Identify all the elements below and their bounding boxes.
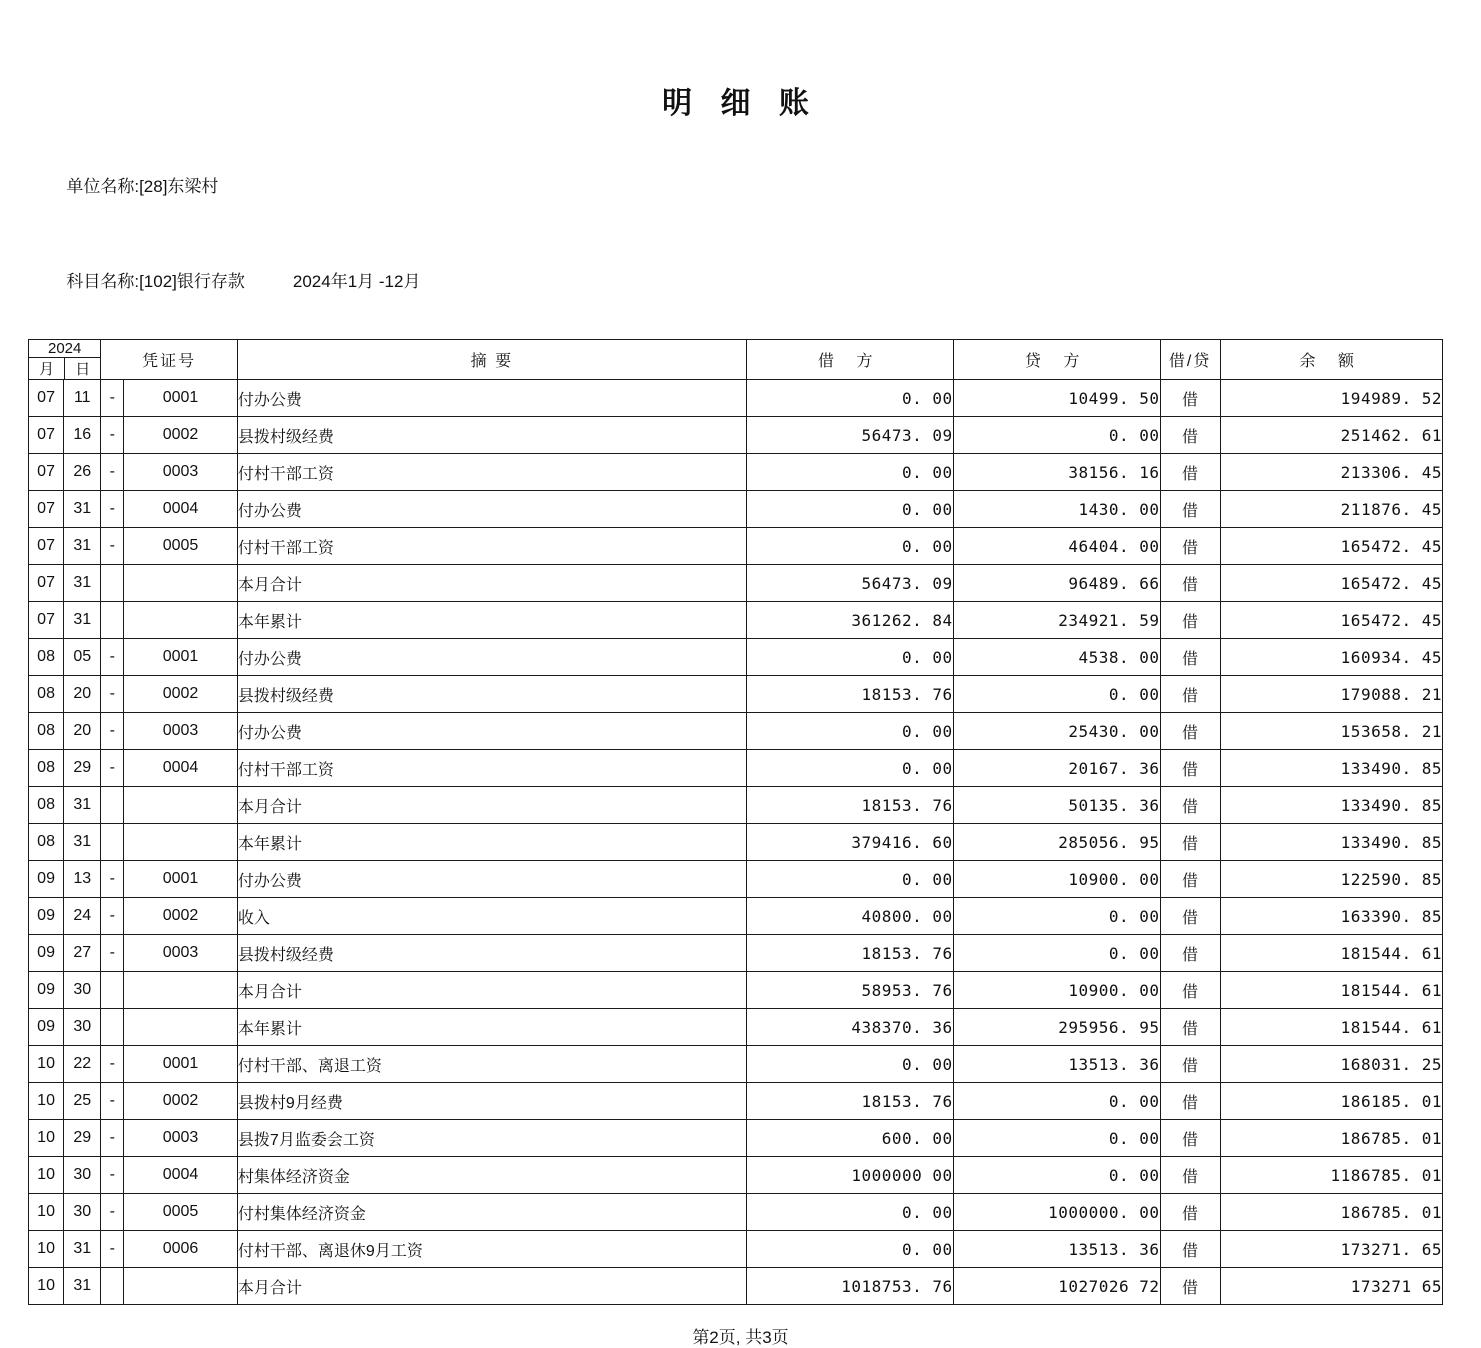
cell-day: 31 bbox=[64, 1231, 101, 1268]
cell-debit: 0. 00 bbox=[746, 1194, 953, 1231]
cell-description: 本月合计 bbox=[237, 565, 746, 602]
cell-debit: 0. 00 bbox=[746, 713, 953, 750]
cell-voucher-no: 0001 bbox=[124, 380, 238, 417]
cell-dc-flag: 借 bbox=[1160, 1231, 1220, 1268]
cell-description: 付村干部工资 bbox=[237, 750, 746, 787]
cell-dash bbox=[101, 1268, 124, 1305]
cell-debit: 438370. 36 bbox=[746, 1009, 953, 1046]
cell-credit: 10900. 00 bbox=[953, 861, 1160, 898]
cell-dash: - bbox=[101, 491, 124, 528]
cell-voucher-no: 0002 bbox=[124, 417, 238, 454]
cell-dash: - bbox=[101, 639, 124, 676]
cell-month: 07 bbox=[29, 602, 64, 639]
cell-debit: 58953. 76 bbox=[746, 972, 953, 1009]
cell-debit: 0. 00 bbox=[746, 1231, 953, 1268]
cell-credit: 234921. 59 bbox=[953, 602, 1160, 639]
table-row bbox=[29, 1157, 1443, 1194]
cell-day: 22 bbox=[64, 1046, 101, 1083]
cell-dc-flag: 借 bbox=[1160, 972, 1220, 1009]
cell-credit: 1430. 00 bbox=[953, 491, 1160, 528]
cell-description: 县拨村级经费 bbox=[237, 417, 746, 454]
cell-dash bbox=[101, 824, 124, 861]
cell-dc-flag: 借 bbox=[1160, 1194, 1220, 1231]
cell-description: 本年累计 bbox=[237, 1009, 746, 1046]
cell-dc-flag: 借 bbox=[1160, 1157, 1220, 1194]
cell-day: 26 bbox=[64, 454, 101, 491]
table-row bbox=[29, 750, 1443, 787]
cell-description: 付村集体经济资金 bbox=[237, 1194, 746, 1231]
cell-dc-flag: 借 bbox=[1160, 750, 1220, 787]
unit-name-value: [28]东梁村 bbox=[139, 177, 219, 197]
cell-month: 08 bbox=[29, 787, 64, 824]
cell-description: 本月合计 bbox=[237, 787, 746, 824]
cell-credit: 0. 00 bbox=[953, 676, 1160, 713]
cell-voucher-no: 0003 bbox=[124, 1120, 238, 1157]
cell-debit: 0. 00 bbox=[746, 454, 953, 491]
cell-dc-flag: 借 bbox=[1160, 676, 1220, 713]
cell-voucher-no: 0003 bbox=[124, 935, 238, 972]
table-row bbox=[29, 1194, 1443, 1231]
cell-debit: 1000000 00 bbox=[746, 1157, 953, 1194]
cell-debit: 0. 00 bbox=[746, 491, 953, 528]
cell-debit: 40800. 00 bbox=[746, 898, 953, 935]
cell-dash bbox=[101, 602, 124, 639]
cell-credit: 13513. 36 bbox=[953, 1046, 1160, 1083]
cell-dc-flag: 借 bbox=[1160, 1046, 1220, 1083]
cell-day: 30 bbox=[64, 1157, 101, 1194]
cell-dash bbox=[101, 972, 124, 1009]
cell-day: 29 bbox=[64, 1120, 101, 1157]
cell-voucher-no: 0004 bbox=[124, 750, 238, 787]
cell-credit: 10499. 50 bbox=[953, 380, 1160, 417]
cell-dash: - bbox=[101, 380, 124, 417]
cell-voucher-no bbox=[124, 787, 238, 824]
table-row bbox=[29, 787, 1443, 824]
cell-dc-flag: 借 bbox=[1160, 713, 1220, 750]
cell-credit: 285056. 95 bbox=[953, 824, 1160, 861]
cell-debit: 18153. 76 bbox=[746, 787, 953, 824]
header-balance: 余 额 bbox=[1220, 339, 1442, 380]
cell-month: 09 bbox=[29, 972, 64, 1009]
cell-month: 07 bbox=[29, 417, 64, 454]
cell-dash: - bbox=[101, 1231, 124, 1268]
cell-dash: - bbox=[101, 1083, 124, 1120]
document-meta bbox=[38, 140, 1481, 329]
cell-dash bbox=[101, 787, 124, 824]
cell-debit: 18153. 76 bbox=[746, 935, 953, 972]
table-row bbox=[29, 491, 1443, 528]
cell-day: 30 bbox=[64, 972, 101, 1009]
cell-balance: 181544. 61 bbox=[1220, 972, 1442, 1009]
table-row bbox=[29, 565, 1443, 602]
cell-month: 10 bbox=[29, 1268, 64, 1305]
cell-month: 09 bbox=[29, 935, 64, 972]
cell-month: 07 bbox=[29, 380, 64, 417]
cell-balance: 165472. 45 bbox=[1220, 565, 1442, 602]
cell-description: 付办公费 bbox=[237, 861, 746, 898]
cell-dc-flag: 借 bbox=[1160, 380, 1220, 417]
cell-voucher-no: 0004 bbox=[124, 1157, 238, 1194]
cell-voucher-no: 0003 bbox=[124, 454, 238, 491]
table-row bbox=[29, 713, 1443, 750]
cell-dash: - bbox=[101, 861, 124, 898]
cell-voucher-no: 0004 bbox=[124, 491, 238, 528]
cell-month: 08 bbox=[29, 824, 64, 861]
cell-credit: 0. 00 bbox=[953, 1083, 1160, 1120]
table-row bbox=[29, 1231, 1443, 1268]
cell-day: 31 bbox=[64, 824, 101, 861]
cell-credit: 1027026 72 bbox=[953, 1268, 1160, 1305]
cell-description: 本月合计 bbox=[237, 972, 746, 1009]
cell-description: 村集体经济资金 bbox=[237, 1157, 746, 1194]
cell-voucher-no: 0001 bbox=[124, 1046, 238, 1083]
unit-name-label: 单位名称: bbox=[66, 177, 140, 197]
cell-balance: 181544. 61 bbox=[1220, 935, 1442, 972]
cell-debit: 0. 00 bbox=[746, 750, 953, 787]
cell-dc-flag: 借 bbox=[1160, 824, 1220, 861]
cell-dash: - bbox=[101, 454, 124, 491]
cell-debit: 0. 00 bbox=[746, 380, 953, 417]
cell-credit: 25430. 00 bbox=[953, 713, 1160, 750]
cell-voucher-no bbox=[124, 824, 238, 861]
cell-voucher-no bbox=[124, 972, 238, 1009]
cell-credit: 46404. 00 bbox=[953, 528, 1160, 565]
cell-credit: 0. 00 bbox=[953, 417, 1160, 454]
cell-month: 09 bbox=[29, 861, 64, 898]
header-voucher-no: 凭证号 bbox=[101, 339, 238, 380]
header-day: 日 bbox=[75, 361, 91, 379]
cell-credit: 50135. 36 bbox=[953, 787, 1160, 824]
cell-dc-flag: 借 bbox=[1160, 528, 1220, 565]
cell-credit: 295956. 95 bbox=[953, 1009, 1160, 1046]
header-credit: 贷 方 bbox=[953, 339, 1160, 380]
cell-balance: 173271 65 bbox=[1220, 1268, 1442, 1305]
cell-voucher-no: 0002 bbox=[124, 1083, 238, 1120]
cell-month: 08 bbox=[29, 713, 64, 750]
cell-credit: 4538. 00 bbox=[953, 639, 1160, 676]
cell-dc-flag: 借 bbox=[1160, 1083, 1220, 1120]
cell-day: 31 bbox=[64, 602, 101, 639]
cell-balance: 133490. 85 bbox=[1220, 750, 1442, 787]
cell-dc-flag: 借 bbox=[1160, 491, 1220, 528]
cell-description: 本年累计 bbox=[237, 824, 746, 861]
cell-balance: 122590. 85 bbox=[1220, 861, 1442, 898]
cell-balance: 165472. 45 bbox=[1220, 528, 1442, 565]
cell-dash: - bbox=[101, 1046, 124, 1083]
cell-dash: - bbox=[101, 713, 124, 750]
cell-balance: 251462. 61 bbox=[1220, 417, 1442, 454]
cell-debit: 361262. 84 bbox=[746, 602, 953, 639]
cell-balance: 153658. 21 bbox=[1220, 713, 1442, 750]
table-row bbox=[29, 417, 1443, 454]
header-description: 摘 要 bbox=[237, 339, 746, 380]
cell-description: 付村干部、离退工资 bbox=[237, 1046, 746, 1083]
cell-dc-flag: 借 bbox=[1160, 861, 1220, 898]
cell-dash bbox=[101, 1009, 124, 1046]
cell-day: 31 bbox=[64, 491, 101, 528]
cell-month: 09 bbox=[29, 898, 64, 935]
table-row bbox=[29, 602, 1443, 639]
cell-month: 08 bbox=[29, 750, 64, 787]
cell-month: 10 bbox=[29, 1194, 64, 1231]
cell-dc-flag: 借 bbox=[1160, 454, 1220, 491]
cell-voucher-no: 0002 bbox=[124, 898, 238, 935]
cell-credit: 10900. 00 bbox=[953, 972, 1160, 1009]
cell-day: 31 bbox=[64, 565, 101, 602]
table-row bbox=[29, 676, 1443, 713]
cell-credit: 0. 00 bbox=[953, 898, 1160, 935]
cell-voucher-no bbox=[124, 602, 238, 639]
cell-day: 30 bbox=[64, 1009, 101, 1046]
cell-voucher-no: 0001 bbox=[124, 639, 238, 676]
cell-description: 本年累计 bbox=[237, 602, 746, 639]
cell-day: 30 bbox=[64, 1194, 101, 1231]
cell-month: 07 bbox=[29, 565, 64, 602]
cell-description: 县拨村级经费 bbox=[237, 935, 746, 972]
cell-voucher-no: 0005 bbox=[124, 1194, 238, 1231]
cell-month: 09 bbox=[29, 1009, 64, 1046]
cell-day: 05 bbox=[64, 639, 101, 676]
cell-dc-flag: 借 bbox=[1160, 639, 1220, 676]
cell-description: 付办公费 bbox=[237, 713, 746, 750]
table-row bbox=[29, 1083, 1443, 1120]
cell-debit: 0. 00 bbox=[746, 528, 953, 565]
period-value: 2024年1月 -12月 bbox=[292, 271, 421, 291]
cell-voucher-no bbox=[124, 1268, 238, 1305]
cell-dc-flag: 借 bbox=[1160, 898, 1220, 935]
cell-voucher-no: 0002 bbox=[124, 676, 238, 713]
cell-day: 25 bbox=[64, 1083, 101, 1120]
table-row bbox=[29, 639, 1443, 676]
cell-balance: 186785. 01 bbox=[1220, 1120, 1442, 1157]
cell-credit: 20167. 36 bbox=[953, 750, 1160, 787]
cell-debit: 0. 00 bbox=[746, 639, 953, 676]
page-footer: 第2页, 共3页 bbox=[692, 1328, 789, 1348]
cell-balance: 165472. 45 bbox=[1220, 602, 1442, 639]
cell-description: 收入 bbox=[237, 898, 746, 935]
cell-day: 31 bbox=[64, 528, 101, 565]
table-row bbox=[29, 528, 1443, 565]
cell-voucher-no: 0006 bbox=[124, 1231, 238, 1268]
cell-credit: 0. 00 bbox=[953, 1157, 1160, 1194]
cell-month: 07 bbox=[29, 454, 64, 491]
subject-name-row bbox=[38, 234, 1481, 328]
cell-day: 16 bbox=[64, 417, 101, 454]
table-row bbox=[29, 380, 1443, 417]
table-row bbox=[29, 1120, 1443, 1157]
cell-balance: 186185. 01 bbox=[1220, 1083, 1442, 1120]
cell-balance: 173271. 65 bbox=[1220, 1231, 1442, 1268]
cell-voucher-no bbox=[124, 1009, 238, 1046]
cell-credit: 0. 00 bbox=[953, 1120, 1160, 1157]
cell-dc-flag: 借 bbox=[1160, 1009, 1220, 1046]
cell-day: 31 bbox=[64, 1268, 101, 1305]
cell-day: 20 bbox=[64, 713, 101, 750]
header-dc-flag: 借/贷 bbox=[1160, 339, 1220, 380]
cell-day: 27 bbox=[64, 935, 101, 972]
ledger-table bbox=[28, 339, 1443, 1306]
cell-dash: - bbox=[101, 1120, 124, 1157]
cell-voucher-no: 0003 bbox=[124, 713, 238, 750]
cell-debit: 56473. 09 bbox=[746, 417, 953, 454]
cell-dash: - bbox=[101, 750, 124, 787]
cell-debit: 18153. 76 bbox=[746, 1083, 953, 1120]
cell-dc-flag: 借 bbox=[1160, 787, 1220, 824]
cell-dash: - bbox=[101, 417, 124, 454]
cell-month: 10 bbox=[29, 1046, 64, 1083]
cell-balance: 163390. 85 bbox=[1220, 898, 1442, 935]
cell-balance: 168031. 25 bbox=[1220, 1046, 1442, 1083]
table-body bbox=[29, 380, 1443, 1305]
cell-description: 付村干部工资 bbox=[237, 454, 746, 491]
cell-balance: 133490. 85 bbox=[1220, 824, 1442, 861]
table-row bbox=[29, 972, 1443, 1009]
header-year: 2024 bbox=[29, 340, 100, 358]
cell-balance: 160934. 45 bbox=[1220, 639, 1442, 676]
cell-dash: - bbox=[101, 935, 124, 972]
cell-debit: 18153. 76 bbox=[746, 676, 953, 713]
cell-month: 10 bbox=[29, 1120, 64, 1157]
cell-credit: 38156. 16 bbox=[953, 454, 1160, 491]
header-month: 月 bbox=[29, 358, 65, 380]
cell-description: 县拨村级经费 bbox=[237, 676, 746, 713]
cell-description: 县拨7月监委会工资 bbox=[237, 1120, 746, 1157]
cell-balance: 133490. 85 bbox=[1220, 787, 1442, 824]
table-row bbox=[29, 1009, 1443, 1046]
table-row bbox=[29, 861, 1443, 898]
cell-debit: 600. 00 bbox=[746, 1120, 953, 1157]
cell-description: 付办公费 bbox=[237, 639, 746, 676]
cell-dash: - bbox=[101, 528, 124, 565]
cell-voucher-no: 0005 bbox=[124, 528, 238, 565]
cell-description: 付办公费 bbox=[237, 491, 746, 528]
cell-credit: 0. 00 bbox=[953, 935, 1160, 972]
cell-dc-flag: 借 bbox=[1160, 935, 1220, 972]
cell-credit: 13513. 36 bbox=[953, 1231, 1160, 1268]
date-header-group bbox=[29, 339, 101, 380]
cell-day: 24 bbox=[64, 898, 101, 935]
cell-debit: 56473. 09 bbox=[746, 565, 953, 602]
table-row bbox=[29, 454, 1443, 491]
cell-month: 07 bbox=[29, 528, 64, 565]
cell-dash: - bbox=[101, 1194, 124, 1231]
cell-month: 07 bbox=[29, 491, 64, 528]
cell-credit: 96489. 66 bbox=[953, 565, 1160, 602]
table-row bbox=[29, 824, 1443, 861]
cell-credit: 1000000. 00 bbox=[953, 1194, 1160, 1231]
cell-day: 11 bbox=[64, 380, 101, 417]
cell-balance: 181544. 61 bbox=[1220, 1009, 1442, 1046]
table-row bbox=[29, 935, 1443, 972]
cell-balance: 211876. 45 bbox=[1220, 491, 1442, 528]
table-header bbox=[29, 339, 1443, 380]
cell-debit: 0. 00 bbox=[746, 1046, 953, 1083]
cell-debit: 379416. 60 bbox=[746, 824, 953, 861]
cell-balance: 194989. 52 bbox=[1220, 380, 1442, 417]
cell-dash: - bbox=[101, 898, 124, 935]
cell-dc-flag: 借 bbox=[1160, 417, 1220, 454]
cell-day: 20 bbox=[64, 676, 101, 713]
table-row bbox=[29, 1046, 1443, 1083]
table-row bbox=[29, 898, 1443, 935]
cell-day: 31 bbox=[64, 787, 101, 824]
cell-day: 29 bbox=[64, 750, 101, 787]
subject-name-label: 科目名称: bbox=[66, 271, 140, 291]
cell-balance: 1186785. 01 bbox=[1220, 1157, 1442, 1194]
cell-balance: 213306. 45 bbox=[1220, 454, 1442, 491]
cell-balance: 179088. 21 bbox=[1220, 676, 1442, 713]
cell-dash: - bbox=[101, 1157, 124, 1194]
cell-month: 10 bbox=[29, 1083, 64, 1120]
cell-month: 08 bbox=[29, 639, 64, 676]
cell-description: 付办公费 bbox=[237, 380, 746, 417]
cell-debit: 0. 00 bbox=[746, 861, 953, 898]
cell-dc-flag: 借 bbox=[1160, 565, 1220, 602]
header-debit: 借 方 bbox=[746, 339, 953, 380]
subject-name-value: [102]银行存款 bbox=[139, 271, 245, 291]
cell-month: 10 bbox=[29, 1157, 64, 1194]
page-title: 明 细 账 bbox=[662, 87, 819, 120]
cell-day: 13 bbox=[64, 861, 101, 898]
cell-description: 付村干部、离退休9月工资 bbox=[237, 1231, 746, 1268]
unit-name-row bbox=[38, 140, 1481, 234]
cell-month: 08 bbox=[29, 676, 64, 713]
cell-description: 县拨村9月经费 bbox=[237, 1083, 746, 1120]
cell-month: 10 bbox=[29, 1231, 64, 1268]
cell-dash: - bbox=[101, 676, 124, 713]
cell-description: 付村干部工资 bbox=[237, 528, 746, 565]
cell-balance: 186785. 01 bbox=[1220, 1194, 1442, 1231]
cell-voucher-no: 0001 bbox=[124, 861, 238, 898]
cell-dash bbox=[101, 565, 124, 602]
cell-dc-flag: 借 bbox=[1160, 602, 1220, 639]
table-row bbox=[29, 1268, 1443, 1305]
cell-dc-flag: 借 bbox=[1160, 1268, 1220, 1305]
cell-dc-flag: 借 bbox=[1160, 1120, 1220, 1157]
cell-debit: 1018753. 76 bbox=[746, 1268, 953, 1305]
cell-description: 本月合计 bbox=[237, 1268, 746, 1305]
cell-voucher-no bbox=[124, 565, 238, 602]
